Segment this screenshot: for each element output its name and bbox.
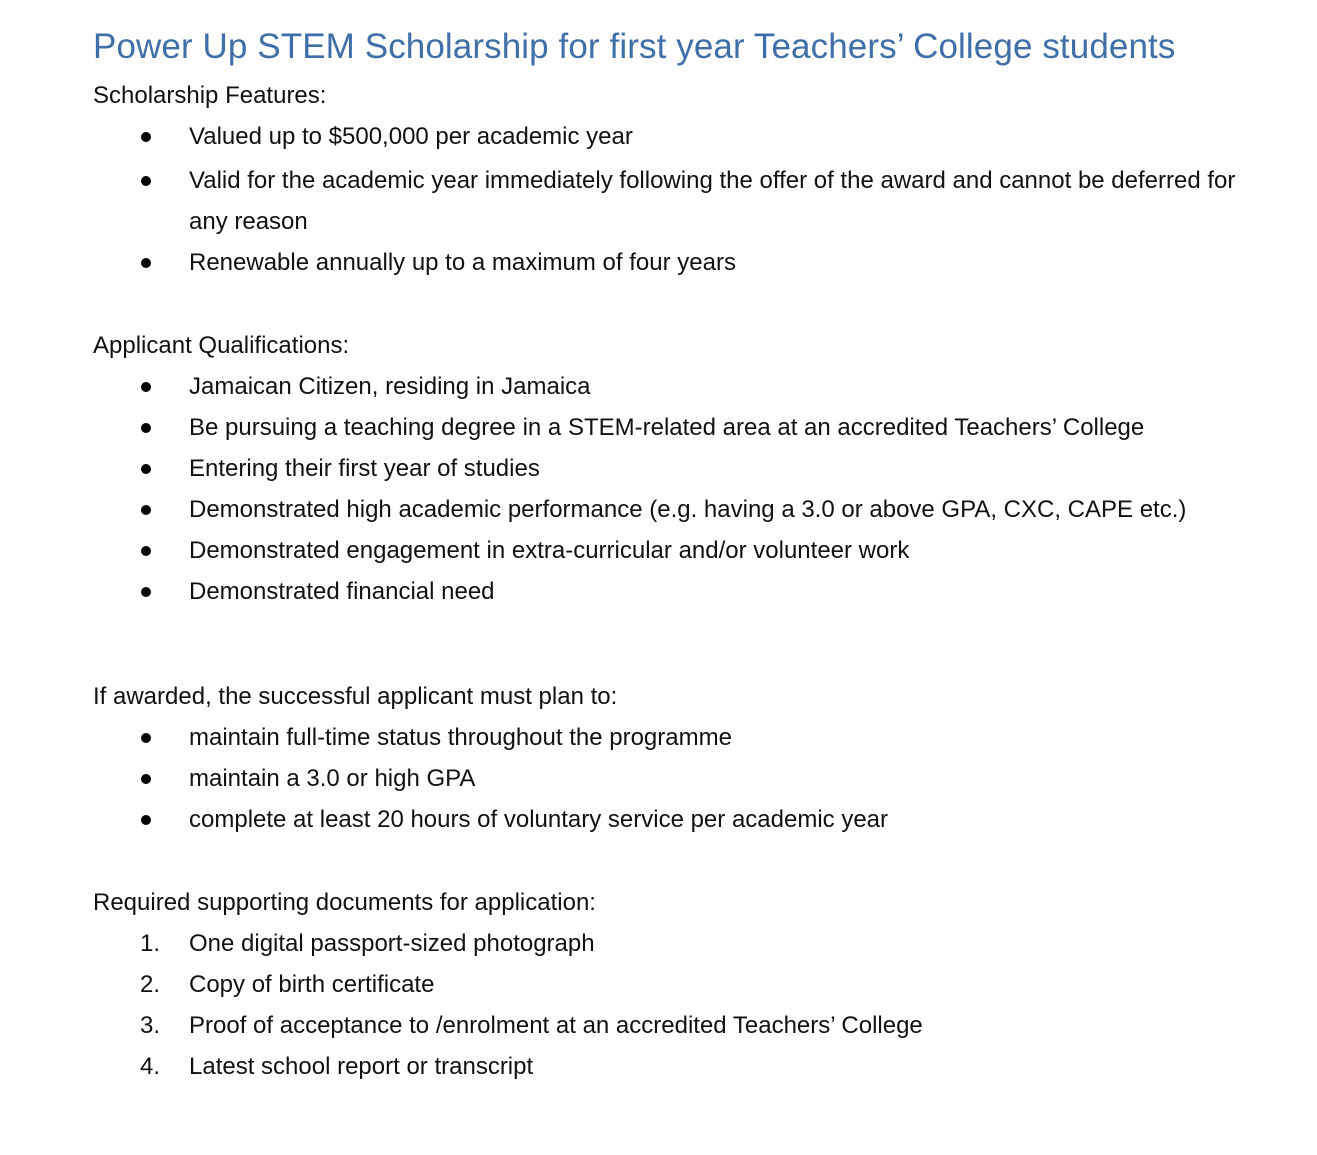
bullet-icon [141,505,151,515]
list-item-text: Valid for the academic year immediately following the offer of the award and cannot be deferred for any reason [189,167,1236,235]
numbered-item-text: Proof of acceptance to /enrolment at an accredited Teachers’ College [189,1012,923,1039]
list-item-text: Entering their first year of studies [189,455,540,482]
documents-heading: Required supporting documents for application: [93,889,596,916]
bullet-icon [141,546,151,556]
item-number: 3. [140,1012,161,1039]
document-title: Power Up STEM Scholarship for first year Teachers’ College students [93,27,1176,66]
list-item-text: Be pursuing a teaching degree in a STEM-related area at an accredited Teachers’ College [189,414,1145,441]
qualifications-heading: Applicant Qualifications: [93,332,350,359]
list-item-text: Jamaican Citizen, residing in Jamaica [189,373,591,400]
bullet-icon [141,258,151,268]
bullet-icon [141,423,151,433]
list-item [93,530,1279,571]
list-item [93,571,1279,612]
list-item [93,717,1279,758]
bullet-icon [141,815,151,825]
numbered-item [93,1046,1279,1087]
list-item [93,242,1279,283]
list-item-text: Renewable annually up to a maximum of four years [189,249,736,276]
obligations-section [93,676,1303,840]
bullet-icon [141,382,151,392]
list-item-text: Demonstrated financial need [189,578,495,605]
list-item [93,448,1279,489]
item-number: 2. [140,971,161,998]
bullet-icon [141,774,151,784]
item-number: 4. [140,1053,161,1080]
bullet-icon [141,176,151,186]
list-item-text: maintain a 3.0 or high GPA [189,765,476,792]
list-item-text: Demonstrated engagement in extra-curricular and/or volunteer work [189,537,910,564]
documents-list [93,923,1303,1087]
list-item [93,366,1279,407]
list-item [93,799,1279,840]
bullet-icon [141,132,151,142]
bullet-icon [141,587,151,597]
numbered-item [93,1005,1279,1046]
numbered-item [93,923,1279,964]
list-item [93,116,1279,157]
numbered-item [93,964,1279,1005]
features-section [93,75,1303,283]
features-list [93,116,1303,283]
list-item [93,407,1279,448]
numbered-item-text: One digital passport-sized photograph [189,930,595,957]
list-item-text: maintain full-time status throughout the programme [189,724,732,751]
list-item [93,758,1279,799]
qualifications-section [93,325,1303,612]
list-item-text: Valued up to $500,000 per academic year [189,123,633,150]
list-item-text: complete at least 20 hours of voluntary service per academic year [189,806,889,833]
documents-section [93,882,1303,1087]
list-item [93,160,1279,242]
obligations-list [93,717,1303,840]
bullet-icon [141,464,151,474]
features-heading: Scholarship Features: [93,82,327,109]
list-item-text: Demonstrated high academic performance (e.g. having a 3.0 or above GPA, CXC, CAPE etc.) [189,496,1187,523]
qualifications-list [93,366,1303,612]
bullet-icon [141,733,151,743]
obligations-heading: If awarded, the successful applicant must plan to: [93,683,618,710]
list-item [93,489,1279,530]
item-number: 1. [140,930,161,957]
numbered-item-text: Copy of birth certificate [189,971,435,998]
numbered-item-text: Latest school report or transcript [189,1053,534,1080]
